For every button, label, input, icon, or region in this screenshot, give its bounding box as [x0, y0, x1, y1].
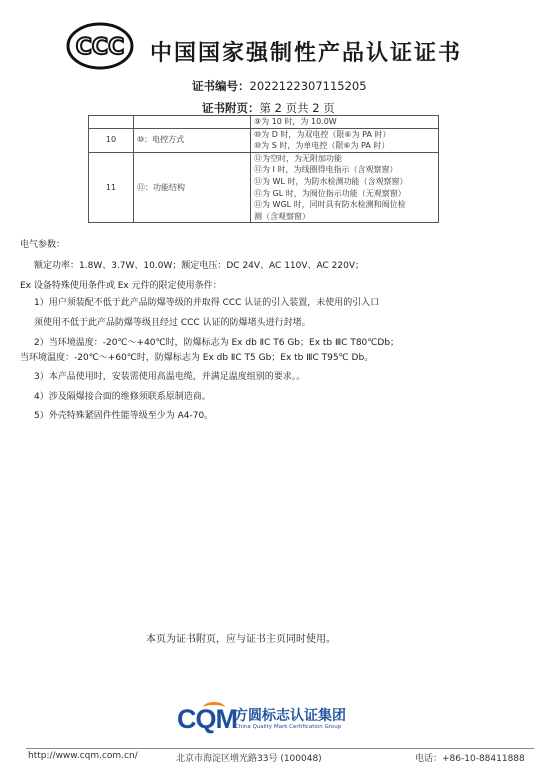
ccc-logo — [66, 22, 134, 70]
row-description — [251, 128, 439, 152]
condition-2: 2）当环境温度：-20℃～+40℃时，防爆标志为 Ex db ⅡC T6 Gb；Ex tb ⅢC T80℃Db； — [34, 338, 400, 348]
appendix-label: 证书附页： — [202, 101, 260, 115]
electrical-params-heading: 电气参数： — [20, 240, 66, 250]
certificate-title: 中国国家强制性产品认证证书 — [150, 41, 463, 66]
row-number: 11 — [89, 152, 134, 223]
condition-5: 5）外壳特殊紧固件性能等级至少为 A4-70。 — [34, 411, 214, 421]
condition-2-cont: 当环境温度：-20℃～+60℃时，防爆标志为 Ex db ⅡC T5 Gb；Ex tb ⅢC T95℃ Db。 — [20, 353, 374, 363]
footer-phone: 电话：+86-10-88411888 — [415, 754, 525, 764]
description-line: ⑪为 WGL 时，同时具有防水检测和阀位检 — [254, 200, 406, 210]
description-line: ⑪为 GL 时，为阀位指示功能（无观察窗） — [254, 188, 406, 198]
table-cell — [89, 116, 134, 129]
table-cell: ⑨为 10 时，为 10.0W — [251, 116, 439, 129]
footer-website[interactable]: http://www.cqm.com.cn/ — [28, 751, 138, 761]
footer-address: 北京市海淀区增光路33号 (100048) — [176, 754, 322, 764]
row-name: ⑪：功能结构 — [134, 152, 251, 223]
description-line: ⑩为 D 时，为双电控（限⑥为 PA 时） — [254, 129, 391, 139]
appendix-pages: 第 2 页共 2 页 — [259, 101, 335, 115]
description-line: ⑪为 WL 时，为防水检测功能（含观察窗） — [254, 176, 408, 186]
certificate-number-value: 2022122307115205 — [249, 79, 367, 93]
cqm-logo — [177, 702, 387, 736]
model-code-table — [88, 115, 439, 223]
row-name: ⑩：电控方式 — [134, 128, 251, 152]
description-line: 测（含观察窗） — [254, 211, 310, 221]
table-row — [89, 116, 439, 129]
conditions-heading: Ex 设备特殊使用条件或 Ex 元件的限定使用条件： — [20, 281, 222, 291]
row-description — [251, 152, 439, 223]
description-line: ⑪为 I 时，为线圈得电指示（含观察窗） — [254, 165, 398, 175]
table-cell — [134, 116, 251, 129]
condition-1: 1）用户须装配不低于此产品防爆等级的并取得 CCC 认证的引入装置，未使用的引入口 — [34, 298, 380, 308]
table-row — [89, 152, 439, 223]
table-row — [89, 128, 439, 152]
certificate-number — [192, 78, 367, 94]
description-line: ⑪为空时，为无附加功能 — [254, 153, 342, 163]
cqm-orange-arc-icon — [203, 702, 225, 713]
condition-4: 4）涉及隔爆接合面的维修须联系原制造商。 — [34, 392, 211, 402]
cqm-brand-en: China Quality Mark Certification Group — [235, 724, 342, 730]
appendix-note: 本页为证书附页，应与证书主页同时使用。 — [146, 634, 336, 645]
row-number: 10 — [89, 128, 134, 152]
cqm-brand-cn: 方圆标志认证集团 — [234, 708, 346, 724]
ccc-logo-text: CCC — [75, 35, 125, 60]
condition-3: 3）本产品使用时，安装需使用高温电缆，并满足温度组别的要求。。 — [34, 372, 306, 382]
condition-1-cont: 须使用不低于此产品防爆等级且经过 CCC 认证的防爆堵头进行封堵。 — [34, 318, 311, 328]
certificate-number-label: 证书编号： — [192, 79, 250, 93]
footer-divider — [26, 748, 534, 749]
cqm-mark: CQM — [177, 704, 237, 734]
description-line: ⑩为 S 时，为单电控（限⑥为 PA 时） — [254, 141, 390, 151]
certificate-appendix — [202, 100, 335, 116]
electrical-params-line: 额定功率：1.8W、3.7W、10.0W；额定电压：DC 24V、AC 110V、AC 220V； — [34, 261, 365, 271]
